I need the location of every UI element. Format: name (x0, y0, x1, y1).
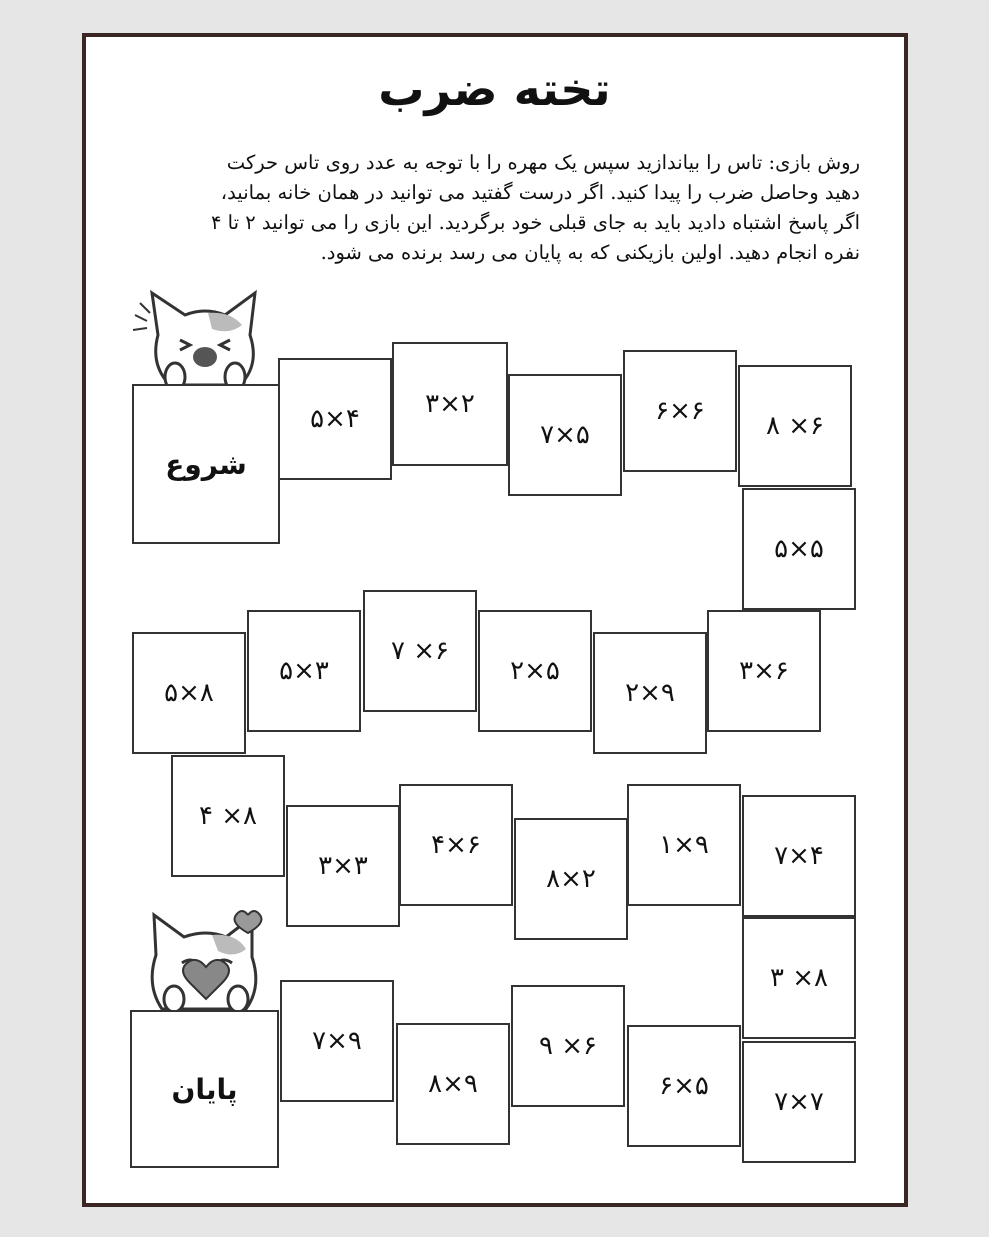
board-square: ۸×۲ (514, 818, 628, 940)
board-square: ۶×۶ (623, 350, 737, 472)
end-square: پایان (130, 1010, 279, 1168)
board-square: ۸×۹ (396, 1023, 510, 1145)
board-square: ۷×۹ (280, 980, 394, 1102)
page-title: تخته ضرب (378, 62, 611, 116)
board-square: ۷×۷ (742, 1041, 856, 1163)
board-square: ۹ ×۶ (511, 985, 625, 1107)
board-square: ۵×۳ (247, 610, 361, 732)
board-square: ۶×۵ (627, 1025, 741, 1147)
game-rules (140, 148, 860, 268)
board-square: ۷ ×۶ (363, 590, 477, 712)
board-square: ۵×۸ (132, 632, 246, 754)
rules-line: اگر پاسخ اشتباه دادید باید به جای قبلی خود برگردید. این بازی را می توانید ۲ تا ۴ (210, 211, 860, 234)
board-square: ۴ ×۸ (171, 755, 285, 877)
board-square: ۳×۲ (392, 342, 508, 466)
board-square: ۵×۵ (742, 488, 856, 610)
start-square: شروع (132, 384, 280, 544)
board-square: ۳×۶ (707, 610, 821, 732)
board-square: ۷×۴ (742, 795, 856, 917)
board-square: ۴×۶ (399, 784, 513, 906)
board-square: ۲×۵ (478, 610, 592, 732)
heart-cat-icon (140, 905, 280, 1013)
board-square: ۳×۳ (286, 805, 400, 927)
board-square: ۲×۹ (593, 632, 707, 754)
rules-line: دهید وحاصل ضرب را پیدا کنید. اگر درست گفتید می توانید در همان خانه بمانید، (220, 181, 860, 204)
board-square: ۳ ×۸ (742, 917, 856, 1039)
rules-line: نفره انجام دهید. اولین بازیکنی که به پایان می رسد برنده می شود. (320, 241, 860, 264)
board-square: ۷×۵ (508, 374, 622, 496)
board-square: ۱×۹ (627, 784, 741, 906)
laughing-cat-icon (130, 285, 280, 390)
board-square: ۸ ×۶ (738, 365, 852, 487)
rules-line: روش بازی: تاس را بیاندازید سپس یک مهره را با توجه به عدد روی تاس حرکت (226, 151, 860, 174)
board-square: ۵×۴ (278, 358, 392, 480)
